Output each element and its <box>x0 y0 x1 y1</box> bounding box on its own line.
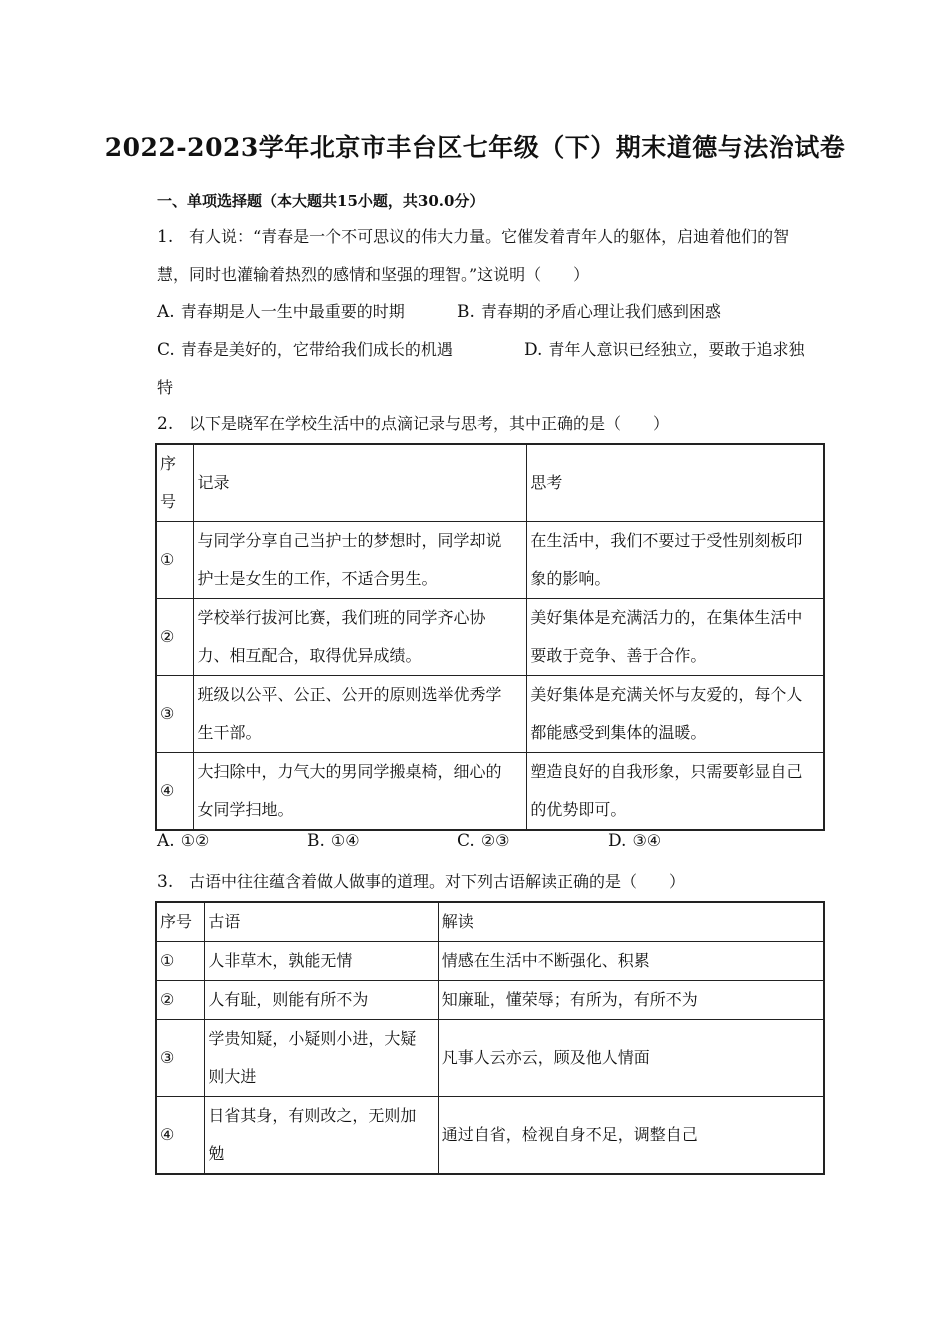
header-cell: 序号 <box>156 444 194 522</box>
q2-number: 2. <box>157 414 174 434</box>
q3-table <box>155 901 825 1175</box>
q1-number: 1. <box>157 227 174 247</box>
record-cell: 与同学分享自己当护士的梦想时，同学却说 护士是女生的工作，不适合男生。 <box>194 522 527 599</box>
q2-table <box>155 443 825 831</box>
q1-option-d[interactable]: D. 青年人意识已经独立，要敢于追求独 <box>524 340 805 360</box>
table-row <box>156 1097 824 1175</box>
q2-option-b[interactable]: B. ①④ <box>307 831 360 851</box>
header-cell: 古语 <box>205 902 438 942</box>
q1-option-b[interactable]: B. 青春期的矛盾心理让我们感到困惑 <box>457 302 721 322</box>
table-row <box>156 753 824 831</box>
table-row <box>156 981 824 1020</box>
header-cell: 记录 <box>194 444 527 522</box>
header-cell: 解读 <box>438 902 824 942</box>
q3-stem: 3. 古语中往往蕴含着做人做事的道理。对下列古语解读正确的是（ ） <box>157 872 686 892</box>
row-number: ② <box>156 599 194 676</box>
record-cell: 大扫除中，力气大的男同学搬桌椅，细心的 女同学扫地。 <box>194 753 527 831</box>
table-row <box>156 1020 824 1097</box>
row-number: ④ <box>156 753 194 831</box>
row-number: ③ <box>156 1020 205 1097</box>
table-row <box>156 599 824 676</box>
thought-cell: 美好集体是充满关怀与友爱的，每个人 都能感受到集体的温暖。 <box>527 676 824 753</box>
row-number: ② <box>156 981 205 1020</box>
record-cell: 班级以公平、公正、公开的原则选举优秀学 生干部。 <box>194 676 527 753</box>
table-row <box>156 676 824 753</box>
q2-option-a[interactable]: A. ①② <box>157 831 210 851</box>
interpretation-cell: 凡事人云亦云，顾及他人情面 <box>438 1020 824 1097</box>
q2-option-d[interactable]: D. ③④ <box>608 831 662 851</box>
row-number: ① <box>156 942 205 981</box>
q1-stem-line1 <box>157 224 789 247</box>
saying-cell: 日省其身，有则改之，无则加 勉 <box>205 1097 438 1175</box>
q1-text-line1: 有人说：“青春是一个不可思议的伟大力量。它催发着青年人的躯体，启迪着他们的智 <box>189 227 790 246</box>
saying-cell: 人非草木，孰能无情 <box>205 942 438 981</box>
q1-option-a[interactable]: A. 青春期是人一生中最重要的时期 <box>157 302 405 322</box>
thought-cell: 美好集体是充满活力的，在集体生活中 要敢于竞争、善于合作。 <box>527 599 824 676</box>
row-number: ④ <box>156 1097 205 1175</box>
thought-cell: 塑造良好的自我形象，只需要彰显自己 的优势即可。 <box>527 753 824 831</box>
record-cell: 学校举行拔河比赛，我们班的同学齐心协 力、相互配合，取得优异成绩。 <box>194 599 527 676</box>
interpretation-cell: 通过自省，检视自身不足，调整自己 <box>438 1097 824 1175</box>
q1-stem-line2: 慧，同时也灌输着热烈的感情和坚强的理智。”这说明（ ） <box>157 265 590 284</box>
q2-stem: 2. 以下是晓军在学校生活中的点滴记录与思考，其中正确的是（ ） <box>157 414 670 434</box>
interpretation-cell: 知廉耻，懂荣辱；有所为，有所不为 <box>438 981 824 1020</box>
header-cell: 序号 <box>156 902 205 942</box>
saying-cell: 学贵知疑，小疑则小进，大疑 则大进 <box>205 1020 438 1097</box>
row-number: ① <box>156 522 194 599</box>
table-row <box>156 522 824 599</box>
section-heading: 一、单项选择题（本大题共15小题，共30.0分） <box>157 192 485 210</box>
thought-cell: 在生活中，我们不要过于受性别刻板印 象的影响。 <box>527 522 824 599</box>
table-row <box>156 942 824 981</box>
interpretation-cell: 情感在生活中不断强化、积累 <box>438 942 824 981</box>
page-title: 2022-2023学年北京市丰台区七年级（下）期末道德与法治试卷 <box>104 133 846 162</box>
q3-number: 3. <box>157 872 174 892</box>
row-number: ③ <box>156 676 194 753</box>
q1-option-c[interactable]: C. 青春是美好的，它带给我们成长的机遇 <box>157 340 453 360</box>
q1-option-d-continued: 特 <box>157 378 174 397</box>
header-cell: 思考 <box>527 444 824 522</box>
q2-option-c[interactable]: C. ②③ <box>457 831 510 851</box>
table-header-row <box>156 444 824 522</box>
table-header-row <box>156 902 824 942</box>
saying-cell: 人有耻，则能有所不为 <box>205 981 438 1020</box>
